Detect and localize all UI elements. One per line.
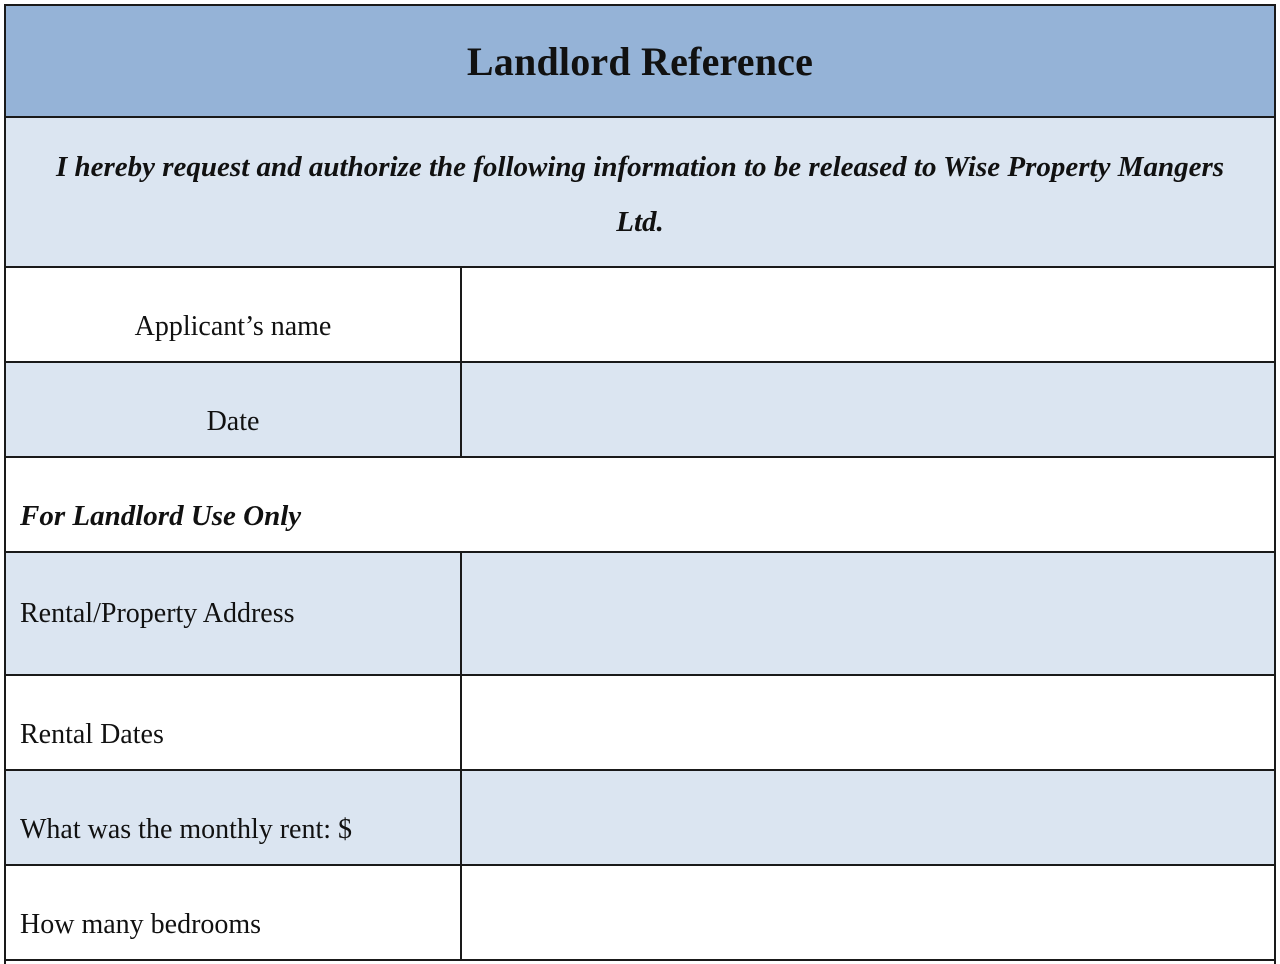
form-header xyxy=(6,6,1274,118)
rental-dates-field[interactable] xyxy=(462,676,1274,769)
applicant-name-label: Applicant’s name xyxy=(6,268,462,361)
rental-dates-row xyxy=(6,676,1274,771)
form-title: Landlord Reference xyxy=(466,38,814,84)
date-row xyxy=(6,363,1274,458)
authorization-statement: I hereby request and authorize the following information to be released to Wise Property Mangers Ltd. xyxy=(55,151,1225,238)
bedrooms-label: How many bedrooms xyxy=(6,866,462,959)
landlord-reference-form xyxy=(4,4,1276,964)
authorization-statement-row xyxy=(6,118,1274,268)
rental-address-row xyxy=(6,553,1274,676)
bedrooms-row xyxy=(6,866,1274,961)
date-field[interactable] xyxy=(462,363,1274,456)
applicant-name-row xyxy=(6,268,1274,363)
monthly-rent-label: What was the monthly rent: $ xyxy=(6,771,462,864)
landlord-section-heading: For Landlord Use Only xyxy=(6,458,1274,553)
monthly-rent-field[interactable] xyxy=(462,771,1274,864)
rental-dates-label: Rental Dates xyxy=(6,676,462,769)
applicant-name-field[interactable] xyxy=(462,268,1274,361)
bedrooms-field[interactable] xyxy=(462,866,1274,959)
monthly-rent-row xyxy=(6,771,1274,866)
date-label: Date xyxy=(6,363,462,456)
rental-address-label: Rental/Property Address xyxy=(6,553,462,674)
rental-address-field[interactable] xyxy=(462,553,1274,674)
